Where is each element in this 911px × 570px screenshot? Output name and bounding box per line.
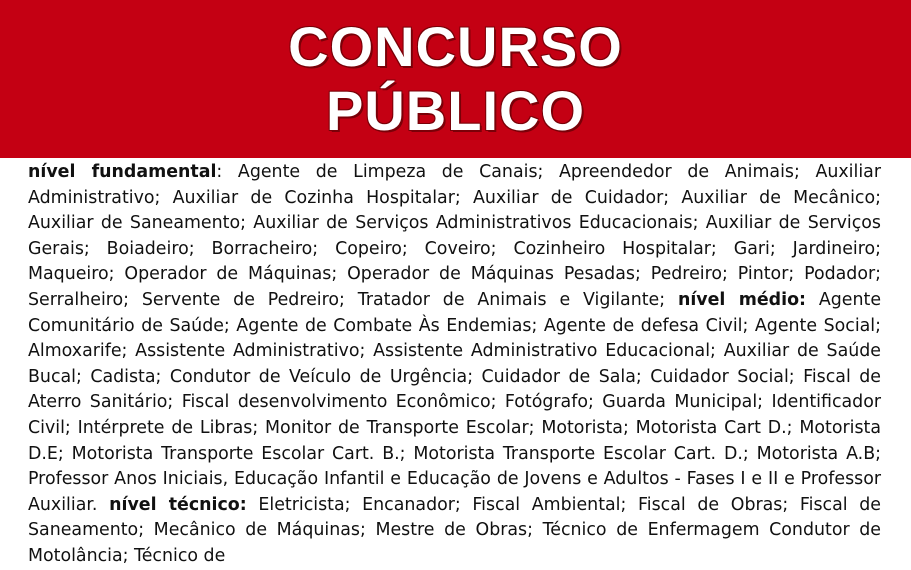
section-label-fundamental: nível fundamental — [28, 162, 217, 182]
job-listing-paragraph — [28, 160, 881, 570]
section-text-medio: Agente Comunitário de Saúde; Agente de Combate Às Endemias; Agente de defesa Civil; Agente Social; Almoxarife; Assistente Administrativo; Assistente Administrativo Educacional; Auxiliar de Saúde Bucal; Cadista; Condutor de Veículo de Urgência; Cuidador de Sala; Cuidador Social; Fiscal de Aterro Sanitário; Fiscal desenvolvimento Econômico; Fotógrafo; Guarda Municipal; Identificador Civil; Intérprete de Libras; Monitor de Transporte Escolar; Motorista; Motorista Cart D.; Motorista D.E; Motorista Transporte Escolar Cart. B.; Motorista Transporte Escolar Cart. D.; Motorista A.B; Professor Anos Iniciais, Educação Infantil e Educação de Jovens e Adultos - Fases I e II e Professor Auxiliar. — [28, 289, 882, 515]
section-colon: : — [216, 162, 223, 182]
section-text-tecnico: Eletricista; Encanador; Fiscal Ambiental; Fiscal de Obras; Fiscal de Saneamento; Mecânico de Máquinas; Mestre de Obras; Técnico de Enfermagem Condutor de Motolância; Técnico de — [28, 494, 881, 566]
section-label-medio: nível médio: — [677, 289, 806, 310]
section-label-tecnico: nível técnico: — [109, 494, 247, 515]
section-text-fundamental: Agente de Limpeza de Canais; Apreendedor de Animais; Auxiliar Administrativo; Auxiliar de Cozinha Hospitalar; Auxiliar de Cuidador; Auxiliar de Mecânico; Auxiliar de Saneamento; Auxiliar de Serviços Administrativos Educacionais; Auxiliar de Serviços Gerais; Boiadeiro; Borracheiro; Copeiro; Coveiro; Cozinheiro Hospitalar; Gari; Jardineiro; Maqueiro; Operador de Máquinas; Operador de Máquinas Pesadas; Pedreiro; Pintor; Podador; Serralheiro; Servente de Pedreiro; Tratador de Animais e Vigilante; — [28, 162, 881, 310]
banner-title-line-2: PÚBLICO — [326, 79, 585, 142]
banner-title-line-1: CONCURSO — [288, 15, 623, 78]
header-banner — [0, 0, 911, 158]
